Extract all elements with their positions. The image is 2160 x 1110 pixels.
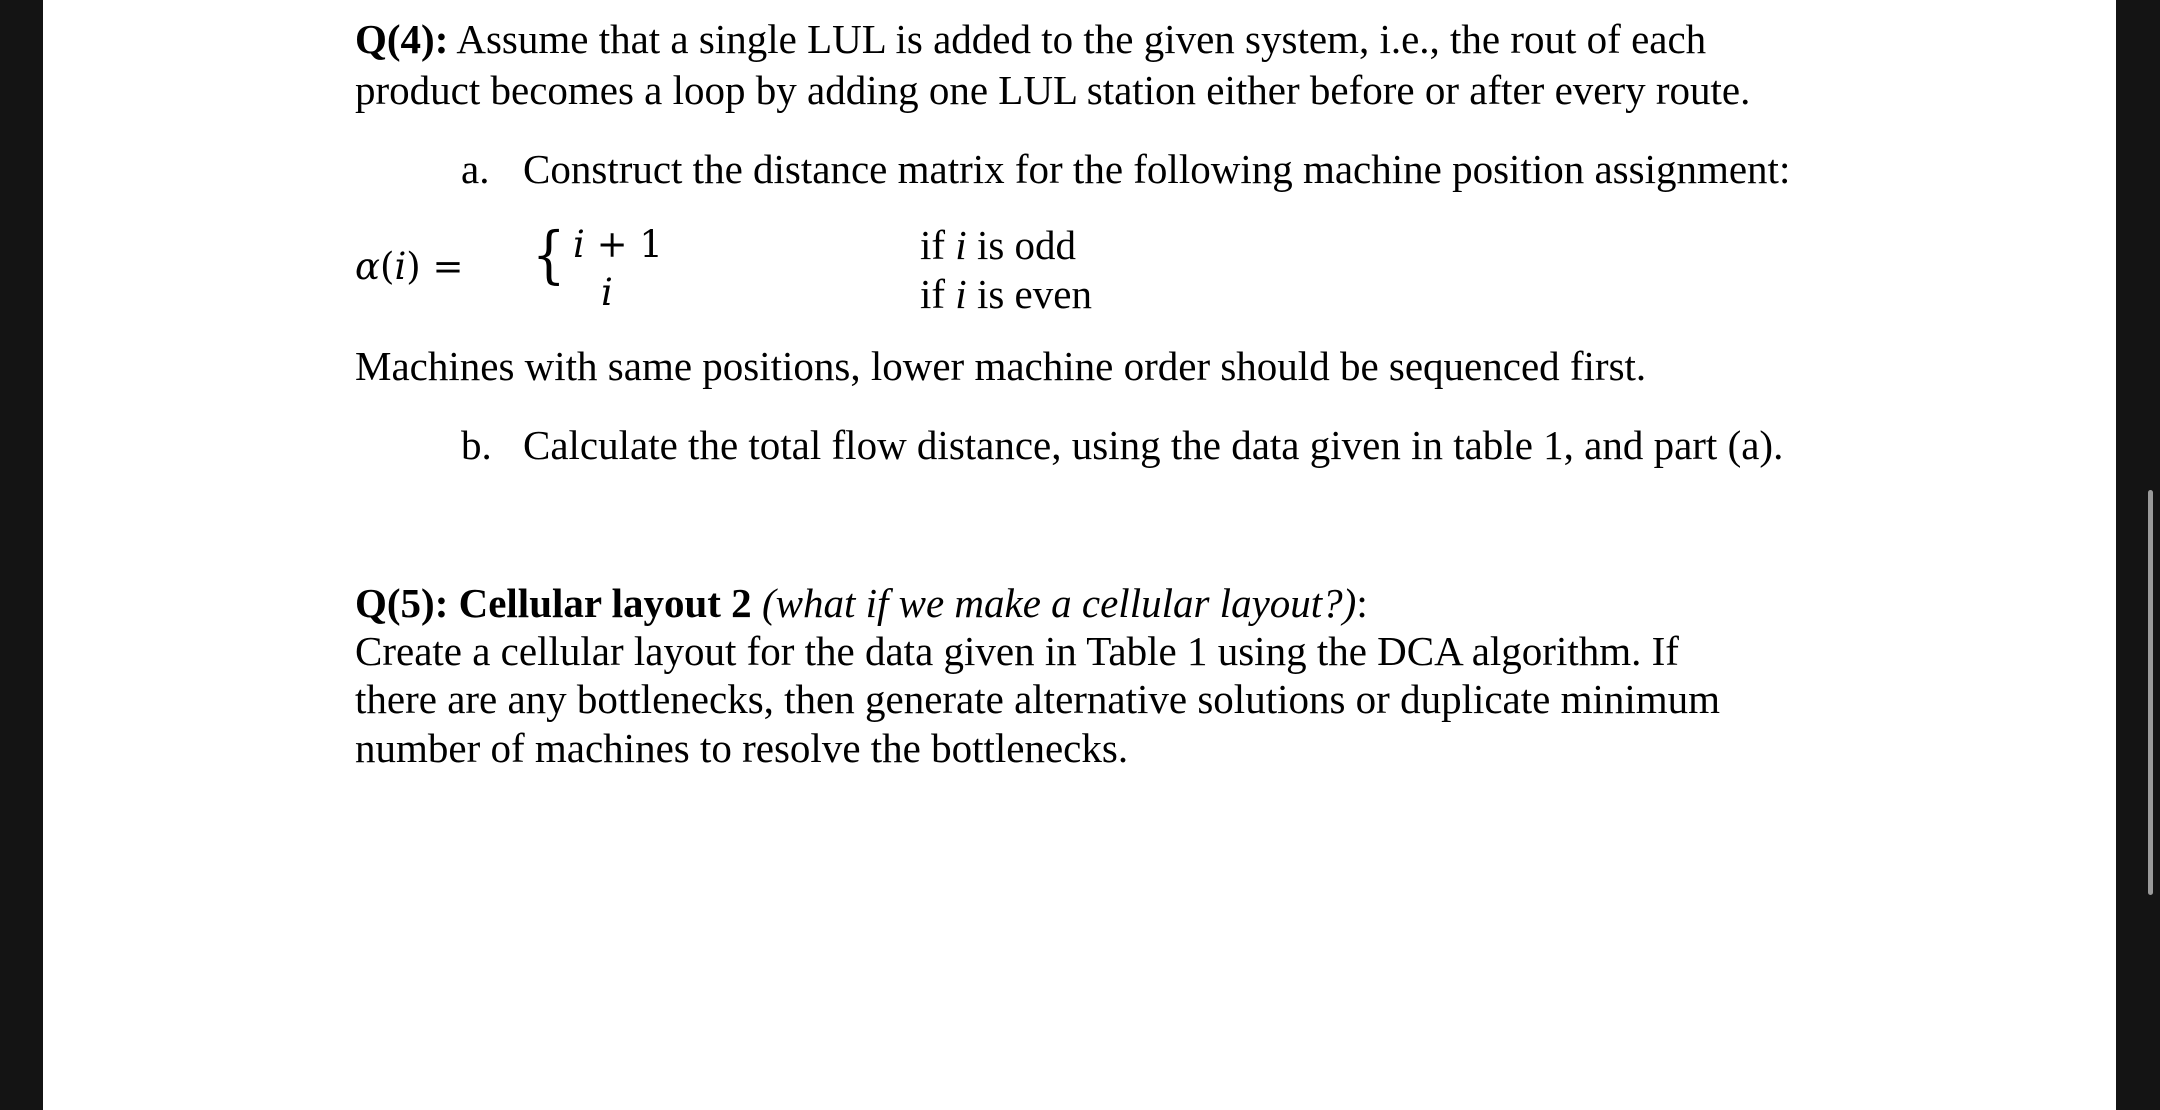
q5-heading bbox=[355, 578, 1368, 628]
q5-text-line1: Create a cellular layout for the data given in Table 1 using the DCA algorithm. If bbox=[355, 628, 1679, 674]
document-page bbox=[43, 0, 2116, 1110]
q5-label: Q(5): Cellular layout 2 bbox=[355, 580, 752, 626]
q5-italic: (what if we make a cellular layout?) bbox=[761, 580, 1357, 626]
formula-case2-value: i bbox=[601, 271, 613, 314]
item-a-letter: a. bbox=[461, 146, 490, 192]
q4-text-line1: Assume that a single LUL is added to the given system, i.e., the rout of each bbox=[448, 16, 1707, 62]
vertical-scrollbar-thumb[interactable] bbox=[2148, 490, 2153, 895]
item-b-text: Calculate the total flow distance, using the data given in table 1, and part (a). bbox=[523, 422, 1784, 468]
q4-label: Q(4): bbox=[355, 16, 449, 62]
item-a-text: Construct the distance matrix for the following machine position assignment: bbox=[523, 146, 1791, 192]
q4-text-line2: product becomes a loop by adding one LUL station either before or after every route. bbox=[355, 67, 1751, 113]
item-b-letter: b. bbox=[461, 422, 492, 468]
q4-paragraph-line1 bbox=[355, 14, 1706, 64]
formula-lhs: α(i) = bbox=[355, 245, 464, 288]
machines-note: Machines with same positions, lower machine order should be sequenced first. bbox=[355, 343, 1647, 389]
q5-text-line2: there are any bottlenecks, then generate alternative solutions or duplicate minimum bbox=[355, 676, 1721, 722]
q5-text-line3: number of machines to resolve the bottlenecks. bbox=[355, 725, 1129, 771]
q5-colon: : bbox=[1356, 580, 1368, 626]
formula-case1-condition: if i is odd bbox=[920, 222, 1077, 268]
formula-case1-value: i + 1 bbox=[573, 223, 663, 266]
formula-case2-condition: if i is even bbox=[920, 271, 1092, 317]
formula-brace: { bbox=[531, 218, 566, 291]
